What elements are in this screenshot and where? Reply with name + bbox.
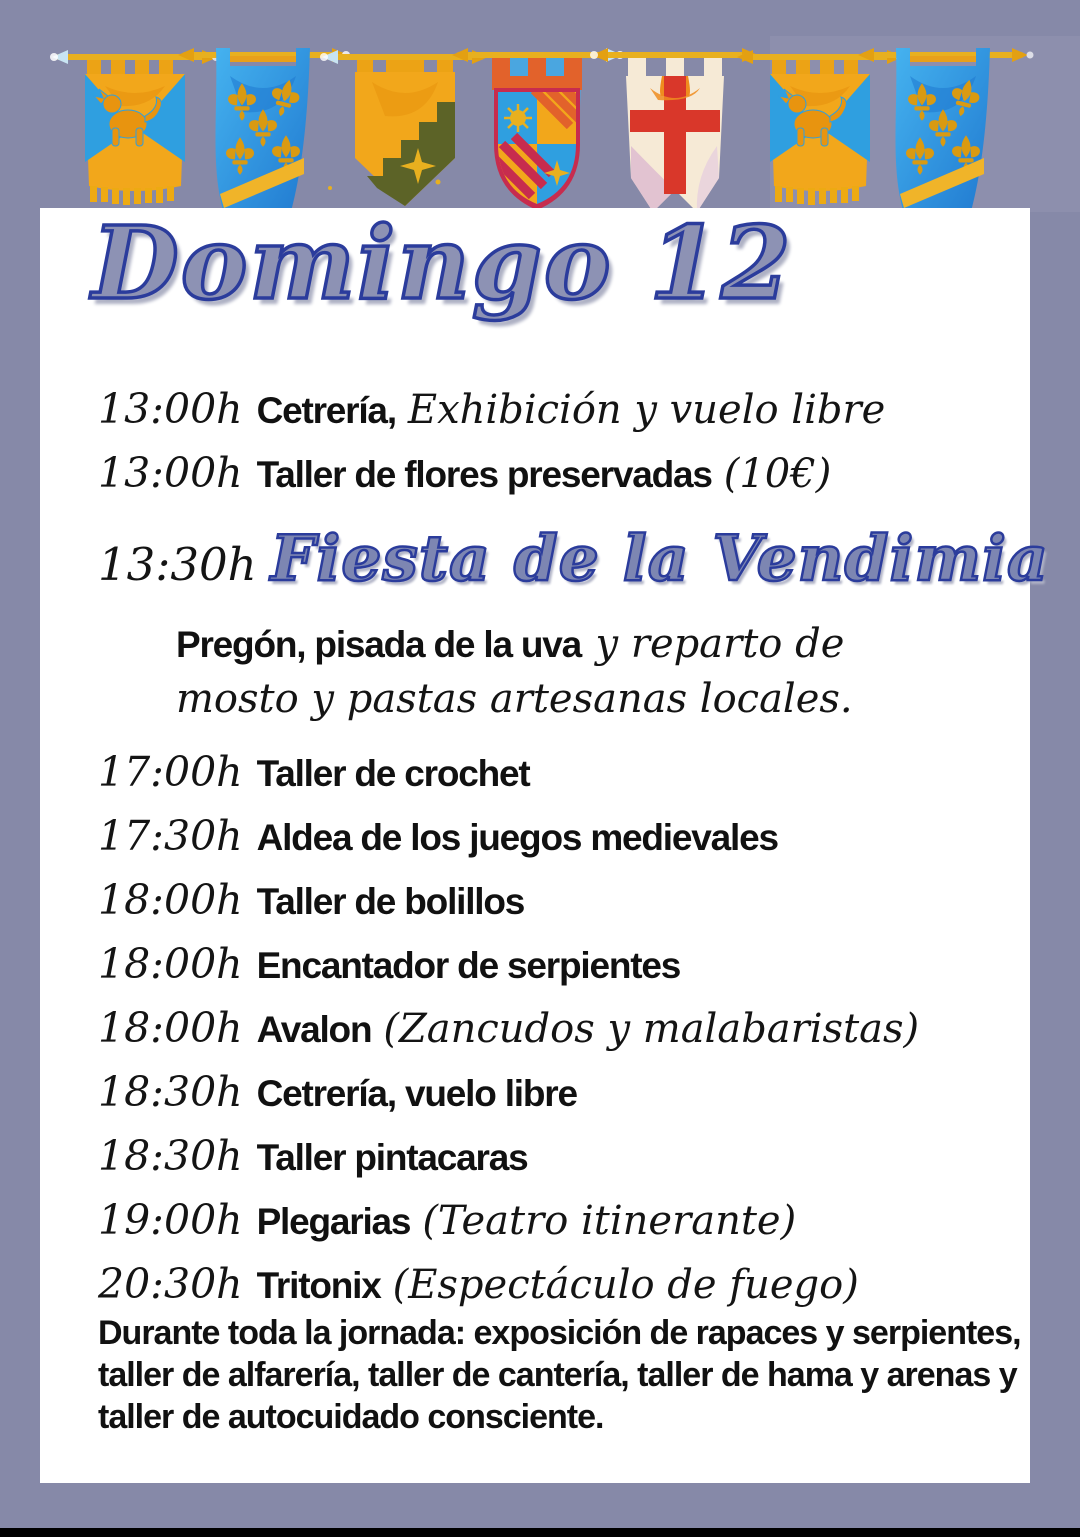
page-title: Domingo 12	[92, 204, 793, 322]
event-time: 18:30h	[98, 1068, 243, 1116]
event-detail: (Zancudos y malabaristas)	[383, 1006, 920, 1052]
schedule-item	[98, 813, 1013, 861]
event-title: Taller de flores preservadas	[256, 454, 712, 495]
event-title: Aldea de los juegos medievales	[256, 817, 778, 858]
event-time: 20:30h	[98, 1260, 243, 1308]
event-title: Cetrería,	[256, 390, 396, 431]
event-detail: y reparto de mosto y pastas artesanas locales.	[176, 621, 853, 722]
event-time: 18:00h	[98, 876, 243, 924]
event-title: Pregón, pisada de la uva	[176, 624, 582, 665]
featured-event-description	[176, 621, 951, 731]
event-detail: (Teatro itinerante)	[422, 1198, 797, 1244]
event-title: Cetrería, vuelo libre	[256, 1073, 577, 1114]
event-time: 19:00h	[98, 1196, 243, 1244]
event-time: 18:00h	[98, 940, 243, 988]
all-day-activities-note: Durante toda la jornada: exposición de rapaces y serpientes, taller de alfarería, taller de cantería, taller de hama y arenas y taller de autocuidado consciente.	[98, 1314, 1021, 1436]
schedule-item	[98, 1133, 1013, 1181]
event-time: 17:30h	[98, 812, 243, 860]
quartered-shield-banner-icon	[462, 36, 612, 226]
schedule-item	[98, 877, 1013, 925]
fleur-de-lis-banner-icon	[868, 36, 1018, 226]
schedule-item	[98, 1069, 1013, 1117]
schedule-list	[98, 385, 1049, 1325]
bottom-edge-bar	[0, 1528, 1080, 1537]
featured-event-title: Fiesta de la Vendimia	[270, 521, 1049, 595]
event-detail: (10€)	[723, 451, 832, 497]
event-title: Tritonix	[256, 1265, 381, 1306]
event-time: 13:30h	[98, 538, 257, 591]
event-time: 18:30h	[98, 1132, 243, 1180]
poster-body	[40, 204, 1049, 1483]
schedule-item	[98, 1005, 1013, 1053]
event-detail: Exhibición y vuelo libre	[407, 387, 886, 433]
schedule-item	[98, 450, 1013, 498]
event-title: Avalon	[256, 1009, 372, 1050]
red-cross-banner-icon	[600, 36, 750, 226]
event-title: Taller de bolillos	[256, 881, 525, 922]
schedule-item	[98, 386, 1013, 434]
event-title: Encantador de serpientes	[256, 945, 681, 986]
schedule-item	[98, 1197, 1013, 1245]
schedule-item	[98, 941, 1013, 989]
event-title: Plegarias	[256, 1201, 411, 1242]
event-time: 13:00h	[98, 449, 243, 497]
event-time: 18:00h	[98, 1004, 243, 1052]
event-detail: (Espectáculo de fuego)	[392, 1262, 859, 1308]
event-title: Taller pintacaras	[256, 1137, 528, 1178]
star-banner-icon	[330, 36, 480, 226]
schedule-item	[98, 749, 1013, 797]
schedule-item	[98, 1261, 1013, 1309]
event-time: 17:00h	[98, 748, 243, 796]
event-time: 13:00h	[98, 385, 243, 433]
schedule-item-featured	[98, 514, 1049, 609]
fleur-de-lis-banner-icon	[188, 36, 338, 226]
event-title: Taller de crochet	[256, 753, 530, 794]
